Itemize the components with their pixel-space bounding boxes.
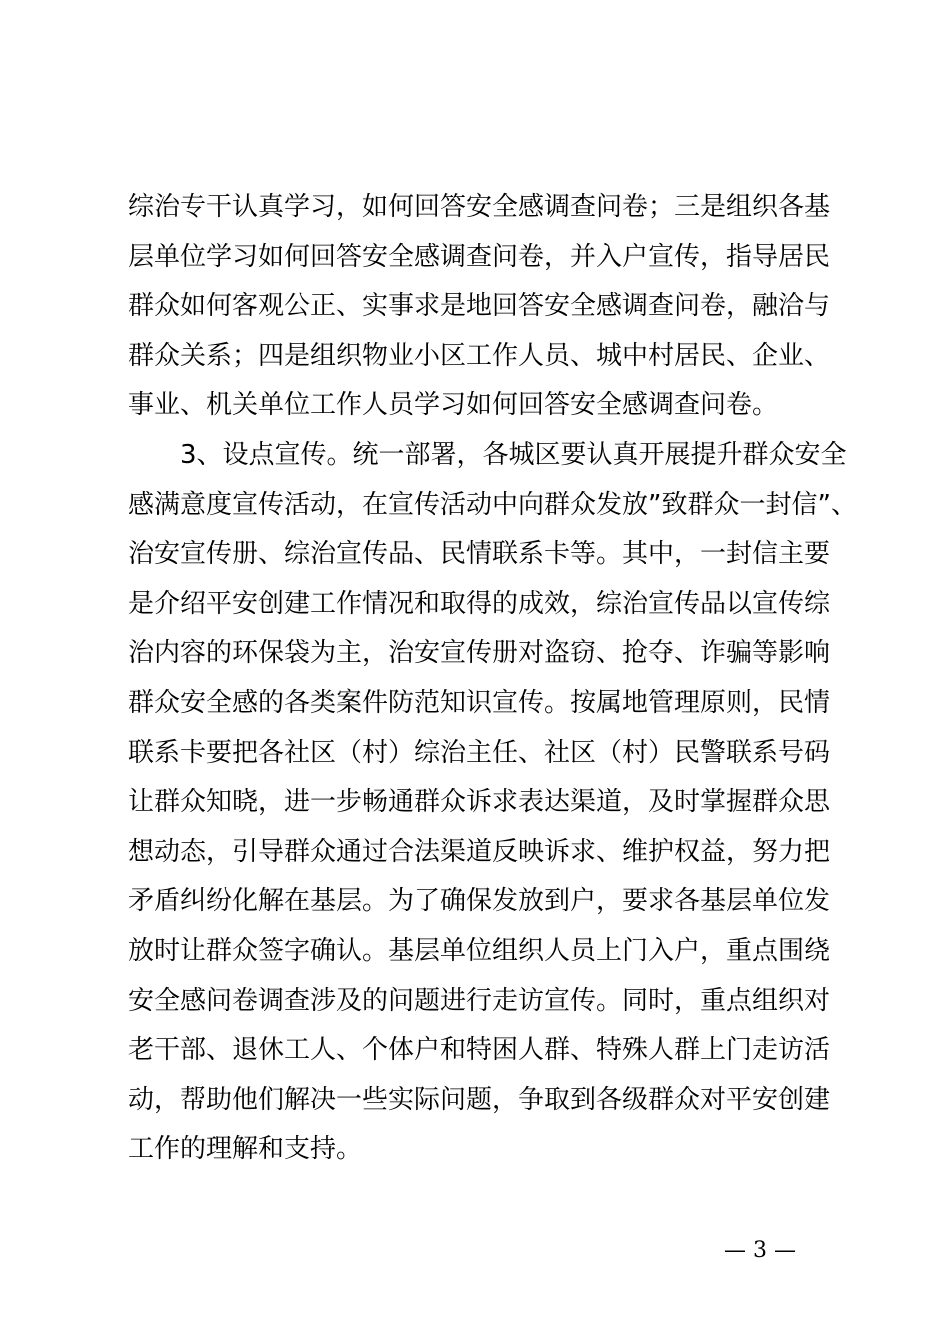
text-line: 事业、机关单位工作人员学习如何回答安全感调查问卷。	[128, 390, 779, 421]
text-line: 动，帮助他们解决一些实际问题，争取到各级群众对平安创建	[128, 1084, 831, 1115]
text-line: 老干部、退休工人、个体户和特困人群、特殊人群上门走访活	[128, 1035, 831, 1066]
text-line: 群众安全感的各类案件防范知识宣传。按属地管理原则，民情	[128, 687, 831, 718]
text-line: 想动态，引导群众通过合法渠道反映诉求、维护权益，努力把	[128, 836, 831, 867]
text-line: 放时让群众签字确认。基层单位组织人员上门入户，重点围绕	[128, 935, 831, 966]
text-line: 治安宣传册、综治宣传品、民情联系卡等。其中，一封信主要	[128, 539, 831, 570]
text-line: 综治专干认真学习，如何回答安全感调查问卷；三是组织各基	[128, 192, 831, 222]
text-line: 联系卡要把各社区（村）综治主任、社区（村）民警联系号码	[128, 737, 831, 768]
page-number: — 3 —	[724, 1238, 796, 1263]
text-line: 群众如何客观公正、实事求是地回答安全感调查问卷，融洽与	[128, 291, 831, 322]
text-line: 治内容的环保袋为主，治安宣传册对盗窃、抢夺、诈骗等影响	[128, 638, 831, 669]
text-line: 是介绍平安创建工作情况和取得的成效，综治宣传品以宣传综	[128, 588, 831, 619]
body-text	[128, 183, 857, 1175]
text-line: 工作的理解和支持。	[128, 1134, 363, 1165]
text-line: 感满意度宣传活动，在宣传活动中向群众发放”致群众一封信”、	[128, 489, 857, 520]
text-line: 让群众知晓，进一步畅通群众诉求表达渠道，及时掌握群众思	[128, 787, 831, 818]
text-line: 群众关系；四是组织物业小区工作人员、城中村居民、企业、	[128, 340, 831, 371]
text-line: 层单位学习如何回答安全感调查问卷，并入户宣传，指导居民	[128, 241, 831, 272]
text-line: 矛盾纠纷化解在基层。为了确保发放到户，要求各基层单位发	[128, 886, 831, 917]
text-line: 安全感问卷调查涉及的问题进行走访宣传。同时，重点组织对	[128, 985, 831, 1016]
paragraph-start-line: 3、设点宣传。统一部署，各城区要认真开展提升群众安全	[180, 439, 847, 470]
